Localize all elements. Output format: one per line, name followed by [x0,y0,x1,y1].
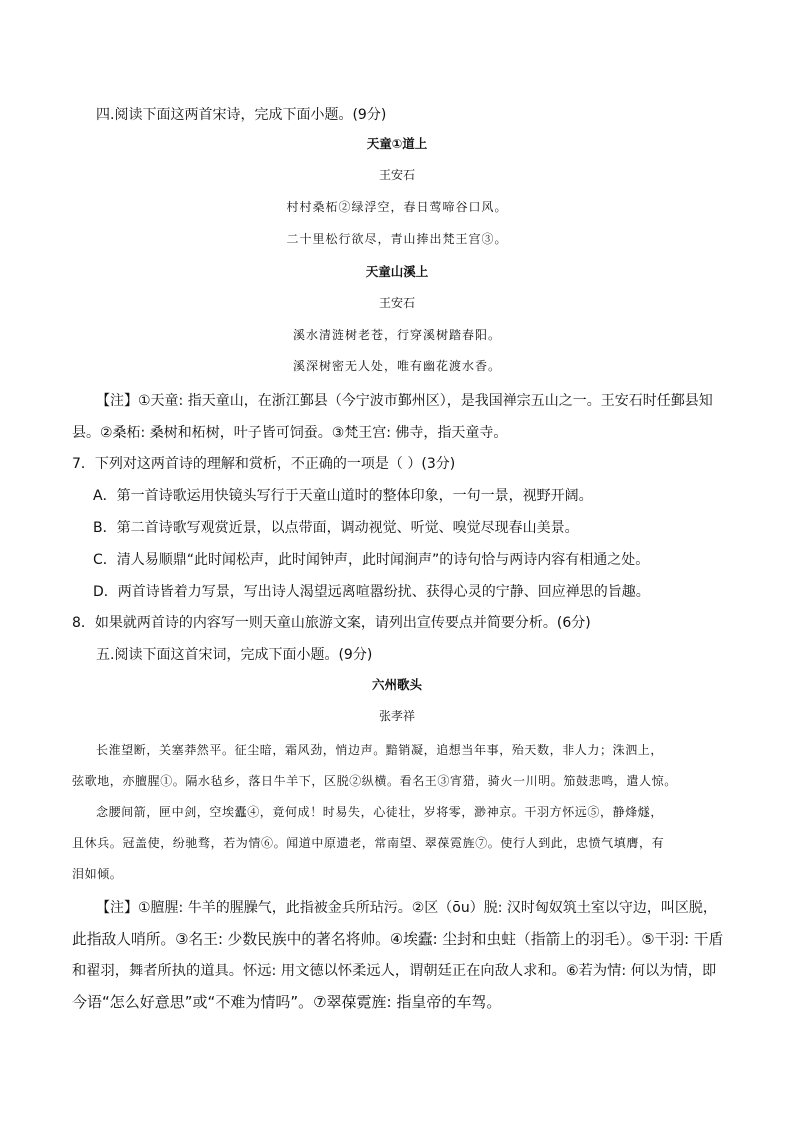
poem1-line-1: 村村桑柘②绿浮空，春日莺啼谷口风。 [286,200,508,214]
section4-note-line-1: 【注】①天童: 指天童山，在浙江鄞县（今宁波市鄞州区），是我国禅宗五山之一。王安石时任鄞县知 [96,393,713,409]
poem1-author: 王安石 [378,168,415,182]
poem2-title: 天童山溪上 [365,264,429,279]
poem2-line-1: 溪水清涟树老苍，行穿溪树踏春阳。 [292,328,501,342]
ci-line-1: 长淮望断，关塞莽然平。征尘暗，霜风劲，悄边声。黯销凝，追想当年事，殆天数，非人力；洙泗上， [96,743,664,757]
ci-line-2: 弦歌地，亦膻腥①。隔水毡乡，落日牛羊下，区脱②纵横。看名王③宵猎，骑火一川明。笳鼓悲鸣，遣人惊。 [72,774,677,788]
section5-header: 五.阅读下面这首宋词，完成下面小题。(9分) [96,647,373,663]
ci-line-5: 泪如倾。 [72,867,123,881]
ci-author: 张孝祥 [378,709,415,723]
section5-note-line-4: 今语“怎么好意思”或“不难为情吗”。⑦翠葆霓旌: 指皇帝的车驾。 [72,993,502,1011]
question-7-option-a: A．第一首诗歌运用快镜头写行于天童山道时的整体印象，一句一景，视野开阔。 [93,488,593,504]
question-7-option-d: D．两首诗皆着力写景，写出诗人渴望远离喧嚣纷扰、获得心灵的宁静、回应禅思的旨趣。 [93,584,650,600]
section4-header: 四.阅读下面这两首宋诗，完成下面小题。(9分) [96,107,387,123]
poem2-line-2: 溪深树密无人处，唯有幽花渡水香。 [292,359,501,373]
poem1-title: 天童①道上 [366,136,428,151]
section5-note-line-3: 和翟羽，舞者所执的道具。怀远: 用文德以怀柔远人，谓朝廷正在向敌人求和。⑥若为情: 何以为情，即 [72,963,717,979]
question-7-stem: 7．下列对这两首诗的理解和赏析，不正确的一项是（ ）(3分) [72,456,456,472]
question-7-option-b: B．第二首诗歌写观赏近景，以点带面，调动视觉、听觉、嗅觉尽现春山美景。 [93,520,579,536]
section4-note-line-2: 县。②桑柘: 桑树和柘树，叶子皆可饲蚕。③梵王宫: 佛寺，指天童寺。 [72,425,508,441]
poem2-author: 王安石 [378,296,415,310]
question-7-option-c: C．清人易顺鼎“此时闻松声，此时闻钟声，此时闻涧声”的诗句恰与两诗内容有相通之处。 [93,552,650,568]
question-8-stem: 8．如果就两首诗的内容写一则天童山旅游文案，请列出宣传要点并简要分析。(6分) [72,615,591,631]
ci-line-4: 且休兵。冠盖使，纷驰骛，若为情⑥。闻道中原遗老，常南望、翠葆霓旌⑦。使行人到此，忠愤气填膺，有 [72,836,665,850]
section5-note-line-2: 此指敌人哨所。③名王: 少数民族中的著名将帅。④埃蠹: 尘封和虫蛀（指箭上的羽毛）。⑤干羽: 干盾 [72,931,724,948]
poem1-line-2: 二十里松行欲尽，青山捧出梵王宫③。 [286,232,508,246]
ci-title: 六州歌头 [371,677,422,692]
ci-line-3: 念腰间箭，匣中剑，空埃蠹④，竟何成！时易失，心徒壮，岁将零，渺神京。干羽方怀远⑤，静烽燧， [96,805,664,819]
section5-note-line-1: 【注】①膻腥: 牛羊的腥臊气，此指被金兵所玷污。②区（ōu）脱: 汉时匈奴筑土室以守边，叫区脱， [96,900,717,916]
